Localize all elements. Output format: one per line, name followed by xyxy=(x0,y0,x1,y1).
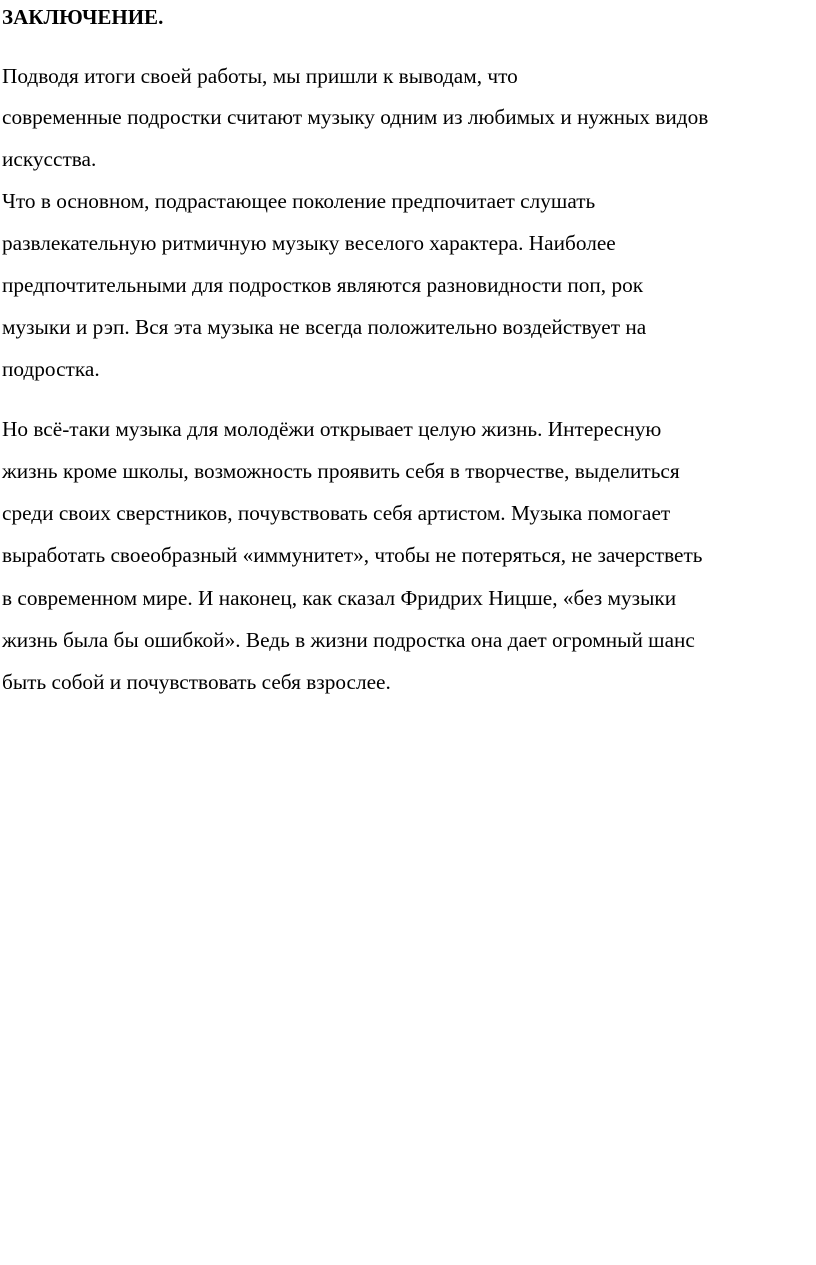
paragraph-line: жизнь кроме школы, возможность проявить себя в творчестве, выделиться xyxy=(2,459,680,483)
document-heading: ЗАКЛЮЧЕНИЕ. xyxy=(2,5,164,29)
paragraph-line: Подводя итоги своей работы, мы пришли к выводам, что xyxy=(2,64,518,88)
paragraph-line: современные подростки считают музыку одним из любимых и нужных видов xyxy=(2,105,709,129)
paragraph-line: среди своих сверстников, почувствовать себя артистом. Музыка помогает xyxy=(2,501,671,525)
paragraph-line: быть собой и почувствовать себя взрослее. xyxy=(2,670,391,694)
paragraph-line: жизнь была бы ошибкой». Ведь в жизни подростка она дает огромный шанс xyxy=(2,628,695,652)
paragraph-line: выработать своеобразный «иммунитет», чтобы не потеряться, не зачерстветь xyxy=(2,543,703,567)
paragraph-line: Но всё-таки музыка для молодёжи открывает целую жизнь. Интересную xyxy=(2,417,662,441)
paragraph-line: музыки и рэп. Вся эта музыка не всегда положительно воздействует на xyxy=(2,315,647,339)
paragraph-line: в современном мире. И наконец, как сказал Фридрих Ницше, «без музыки xyxy=(2,586,677,610)
paragraph-line: предпочтительными для подростков являются разновидности поп, рок xyxy=(2,273,644,297)
paragraph-line: Что в основном, подрастающее поколение предпочитает слушать xyxy=(2,189,596,213)
paragraph-line: подростка. xyxy=(2,357,100,381)
paragraph-line: искусства. xyxy=(2,147,97,171)
paragraph-line: развлекательную ритмичную музыку веселого характера. Наиболее xyxy=(2,231,616,255)
